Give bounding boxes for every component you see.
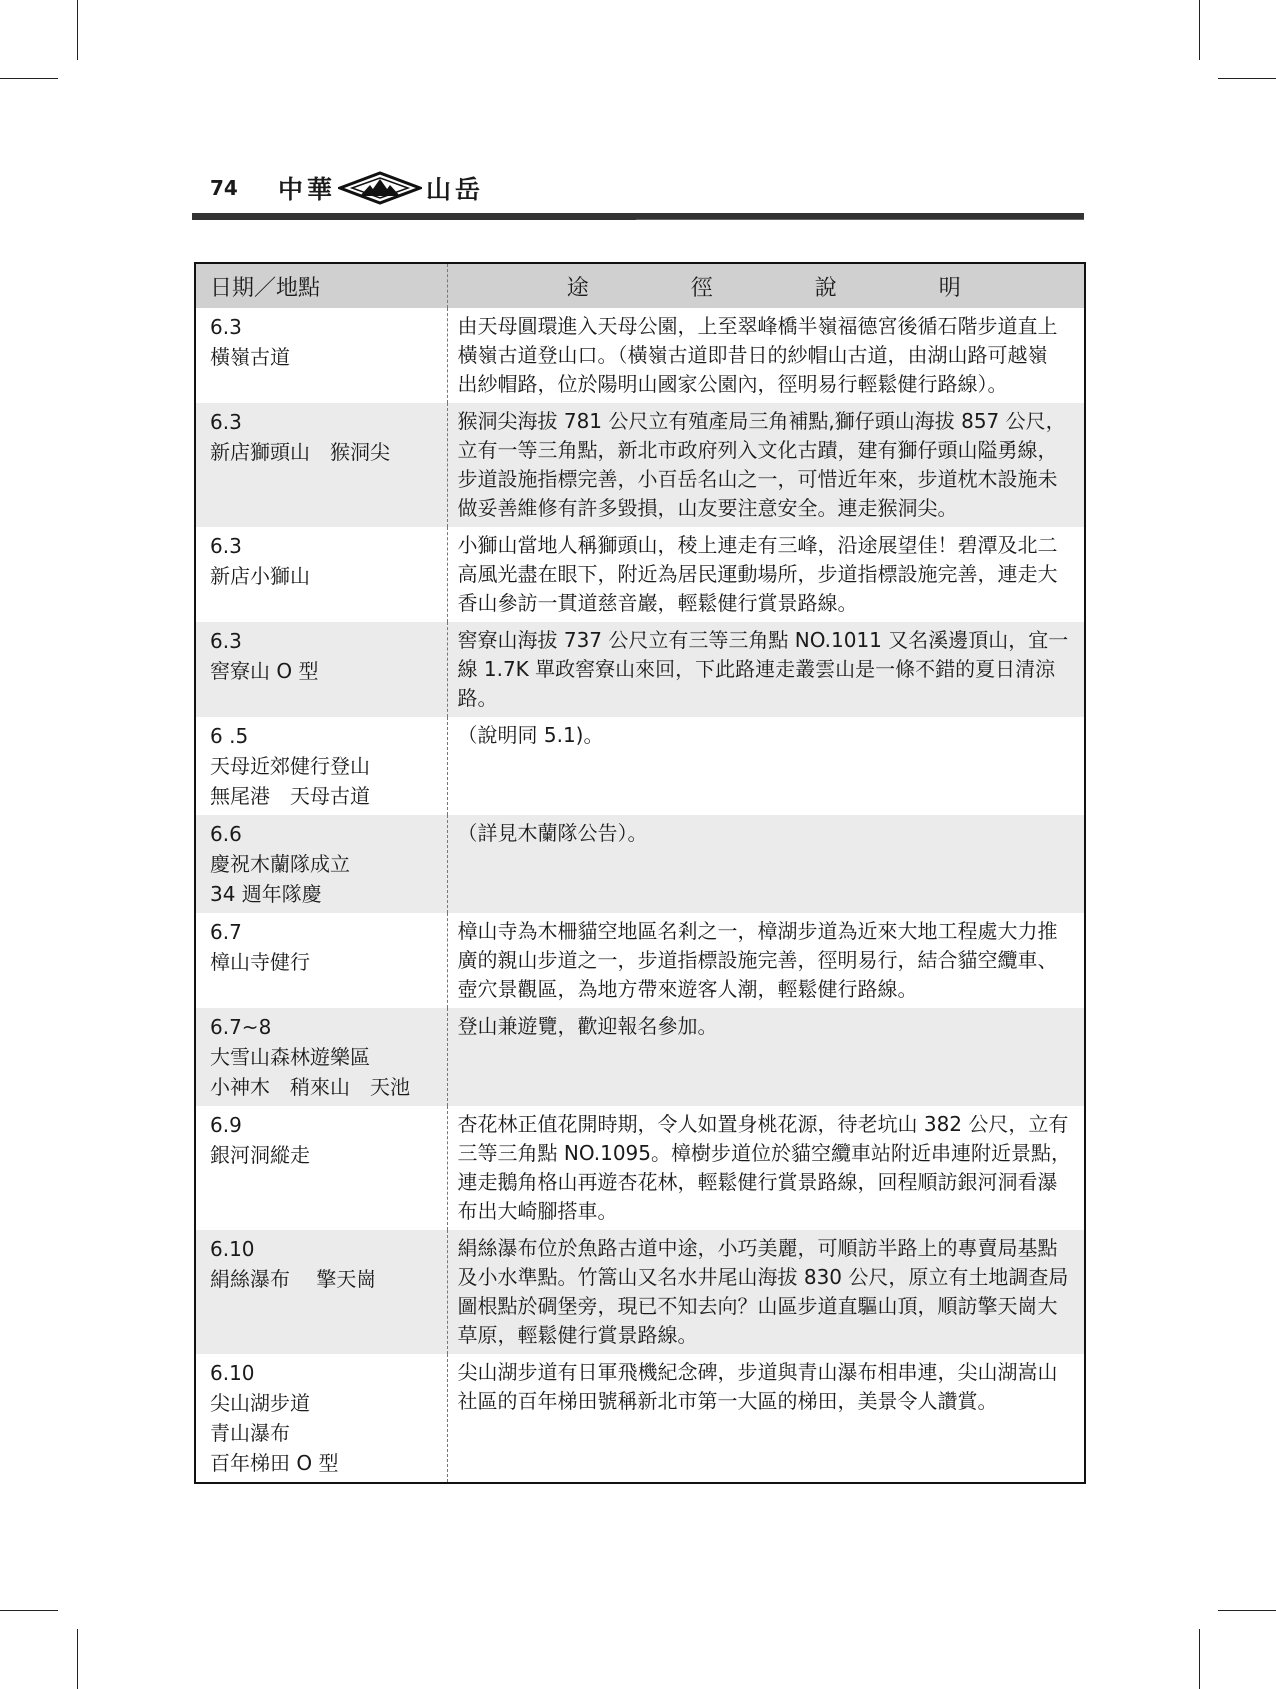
- date-place-cell: [195, 403, 447, 527]
- description-line: 圖根點於碉堡旁，現已不知去向？山區步道直驅山頂，順訪擎天崗大: [457, 1294, 1058, 1318]
- header-rule-thin: [636, 219, 1084, 220]
- description-line: 立有一等三角點，新北市政府列入文化古蹟，建有獅仔頭山隘勇線，: [457, 438, 1058, 462]
- description-line: 三等三角點 NO.1095。樟樹步道位於貓空纜車站附近串連附近景點，: [457, 1141, 1072, 1165]
- row-date: 6.10: [210, 1237, 255, 1261]
- description-cell: [447, 527, 1085, 622]
- row-place: 慶祝木蘭隊成立: [210, 852, 350, 876]
- row-place: 34 週年隊慶: [210, 882, 322, 906]
- crop-mark: [1199, 0, 1200, 60]
- date-place-cell: [195, 1354, 447, 1483]
- row-place: 樟山寺健行: [210, 950, 310, 974]
- row-place: 無尾港 天母古道: [210, 784, 370, 808]
- description-line: 尖山湖步道有日軍飛機紀念碑，步道與青山瀑布相串連，尖山湖嵩山: [457, 1360, 1058, 1384]
- crop-mark: [1218, 78, 1276, 79]
- description-line: 樟山寺為木柵貓空地區名剎之一，樟湖步道為近來大地工程處大力推: [457, 919, 1058, 943]
- row-date: 6.3: [210, 410, 242, 434]
- row-date: 6 .5: [210, 724, 249, 748]
- description-line: 窖寮山海拔 737 公尺立有三等三角點 NO.1011 又名溪邊頂山，宜一: [457, 628, 1069, 652]
- row-place: 橫嶺古道: [210, 345, 290, 369]
- date-place-cell: [195, 1106, 447, 1230]
- row-place: 新店小獅山: [210, 564, 310, 588]
- description-cell: [447, 913, 1085, 1008]
- description-line: 杏花林正值花開時期，令人如置身桃花源，待老坑山 382 公尺，立有: [457, 1112, 1069, 1136]
- table-row: [195, 1230, 1085, 1354]
- description-line: 壺穴景觀區，為地方帶來遊客人潮，輕鬆健行路線。: [457, 977, 918, 1001]
- table-header-row: [195, 263, 1085, 308]
- row-place: 銀河洞縱走: [210, 1143, 310, 1167]
- description-line: 廣的親山步道之一，步道指標設施完善，徑明易行，結合貓空纜車、: [457, 948, 1058, 972]
- description-cell: [447, 403, 1085, 527]
- date-place-cell: [195, 527, 447, 622]
- route-table: [194, 262, 1086, 1484]
- row-date: 6.3: [210, 629, 242, 653]
- table-row: [195, 1008, 1085, 1106]
- date-place-cell: [195, 815, 447, 913]
- header-date-place: 日期／地點: [195, 263, 447, 308]
- row-place: 青山瀑布: [210, 1421, 290, 1445]
- table-row: [195, 403, 1085, 527]
- row-place: 小神木 稍來山 天池: [210, 1075, 410, 1099]
- description-line: 登山兼遊覽，歡迎報名參加。: [457, 1014, 718, 1038]
- row-place: 大雪山森林遊樂區: [210, 1045, 370, 1069]
- row-place: 尖山湖步道: [210, 1391, 310, 1415]
- page-header: [210, 170, 1090, 210]
- description-line: 香山參訪一貫道慈音巖，輕鬆健行賞景路線。: [457, 591, 858, 615]
- row-place: 新店獅頭山 猴洞尖: [210, 440, 390, 464]
- row-place: 絹絲瀑布 擎天崗: [210, 1267, 377, 1291]
- description-cell: [447, 308, 1085, 403]
- description-line: 絹絲瀑布位於魚路古道中途，小巧美麗，可順訪半路上的專賣局基點: [457, 1236, 1058, 1260]
- description-line: 猴洞尖海拔 781 公尺立有殖產局三角補點,獅仔頭山海拔 857 公尺，: [457, 409, 1066, 433]
- magazine-title-part-2: 山岳: [426, 175, 485, 204]
- description-line: 高風光盡在眼下，附近為居民運動場所，步道指標設施完善，連走大: [457, 562, 1058, 586]
- table-row: [195, 913, 1085, 1008]
- date-place-cell: [195, 1008, 447, 1106]
- date-place-cell: [195, 1230, 447, 1354]
- date-place-cell: [195, 622, 447, 717]
- crop-mark: [77, 1629, 78, 1689]
- row-place: 百年梯田 O 型: [210, 1451, 339, 1475]
- table-row: [195, 717, 1085, 815]
- row-date: 6.7: [210, 920, 242, 944]
- page-number: 74: [210, 176, 238, 200]
- crop-mark: [0, 1610, 58, 1611]
- description-line: 橫嶺古道登山口。（橫嶺古道即昔日的紗帽山古道，由湖山路可越嶺: [457, 343, 1048, 367]
- mountain-logo-icon: [338, 170, 422, 206]
- description-line: 小獅山當地人稱獅頭山，稜上連走有三峰，沿途展望佳！碧潭及北二: [457, 533, 1058, 557]
- description-cell: [447, 1106, 1085, 1230]
- table-row: [195, 815, 1085, 913]
- description-line: 步道設施指標完善，小百岳名山之一，可惜近年來，步道枕木設施未: [457, 467, 1058, 491]
- description-cell: [447, 1354, 1085, 1483]
- description-cell: [447, 815, 1085, 913]
- date-place-cell: [195, 913, 447, 1008]
- row-date: 6.10: [210, 1361, 255, 1385]
- description-cell: [447, 1008, 1085, 1106]
- row-date: 6.3: [210, 534, 242, 558]
- date-place-cell: [195, 308, 447, 403]
- description-cell: [447, 622, 1085, 717]
- row-place: 窖寮山 O 型: [210, 659, 319, 683]
- description-line: 草原，輕鬆健行賞景路線。: [457, 1323, 698, 1347]
- description-line: 出紗帽路，位於陽明山國家公園內，徑明易行輕鬆健行路線）。: [457, 372, 1008, 396]
- crop-mark: [1199, 1629, 1200, 1689]
- description-line: 線 1.7K 單政窖寮山來回，下此路連走叢雲山是一條不錯的夏日清涼: [457, 657, 1056, 681]
- row-date: 6.3: [210, 315, 242, 339]
- row-place: 天母近郊健行登山: [210, 754, 370, 778]
- description-cell: [447, 717, 1085, 815]
- description-cell: [447, 1230, 1085, 1354]
- date-place-cell: [195, 717, 447, 815]
- description-line: 及小水準點。竹篙山又名水井尾山海拔 830 公尺，原立有土地調查局: [457, 1265, 1069, 1289]
- crop-mark: [0, 78, 58, 79]
- table-row: [195, 1106, 1085, 1230]
- description-line: 做妥善維修有許多毀損，山友要注意安全。連走猴洞尖。: [457, 496, 958, 520]
- table-row: [195, 308, 1085, 403]
- description-line: （詳見木蘭隊公告）。: [457, 821, 648, 845]
- row-date: 6.7~8: [210, 1015, 272, 1039]
- description-line: 由天母圓環進入天母公園，上至翠峰橋半嶺福德宮後循石階步道直上: [457, 314, 1058, 338]
- table-row: [195, 622, 1085, 717]
- description-line: 社區的百年梯田號稱新北市第一大區的梯田，美景令人讚賞。: [457, 1389, 998, 1413]
- crop-mark: [77, 0, 78, 60]
- description-line: 路。: [457, 686, 498, 710]
- header-description: 途 徑 說 明: [447, 263, 1085, 308]
- magazine-title-part-1: 中華: [278, 175, 337, 204]
- row-date: 6.9: [210, 1113, 242, 1137]
- crop-mark: [1218, 1610, 1276, 1611]
- description-line: 連走鵝角格山再遊杏花林，輕鬆健行賞景路線，回程順訪銀河洞看瀑: [457, 1170, 1058, 1194]
- description-line: （說明同 5.1)。: [457, 723, 604, 747]
- description-line: 布出大崎腳搭車。: [457, 1199, 618, 1223]
- table-row: [195, 1354, 1085, 1483]
- row-date: 6.6: [210, 822, 242, 846]
- table-row: [195, 527, 1085, 622]
